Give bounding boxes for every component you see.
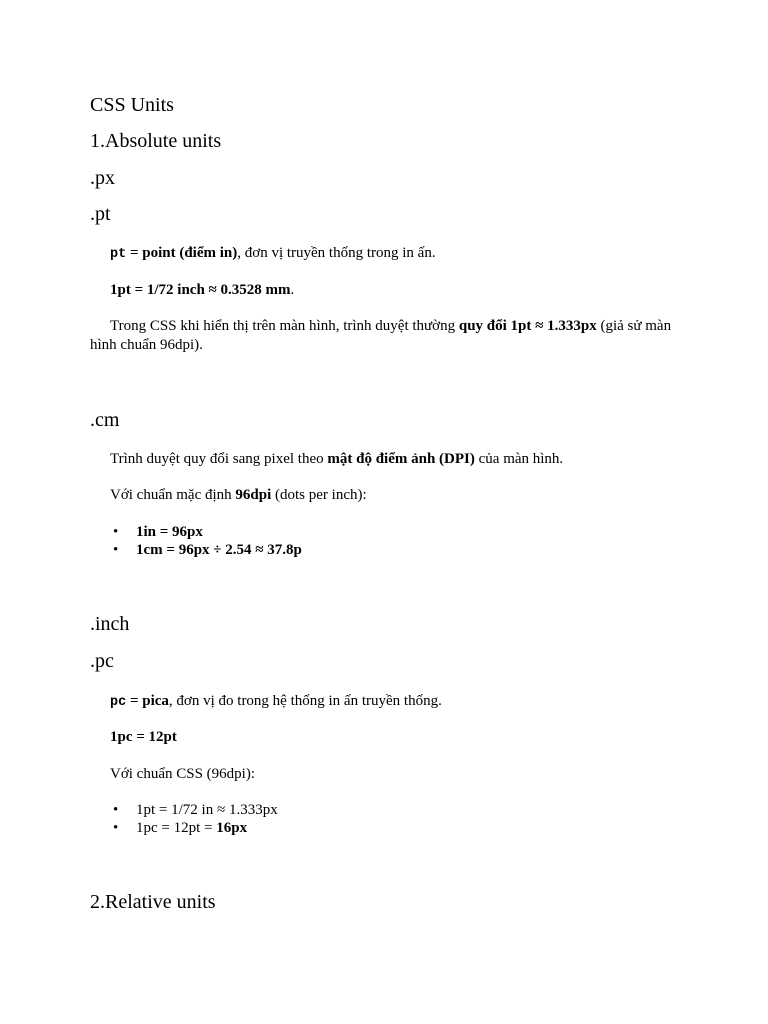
pt-definition — [110, 244, 436, 264]
section-heading-absolute-units: 1.Absolute units — [90, 130, 222, 152]
cm-dpi-post: của màn hình. — [474, 451, 564, 467]
cm-standard-pre: Với chuẩn mặc định — [110, 487, 236, 503]
pt-conversion-rest: . — [290, 282, 295, 298]
pt-paragraph-pre: Trong CSS khi hiển thị trên màn hình, trình duyệt thường — [110, 318, 459, 334]
cm-dpi-pre: Trình duyệt quy đổi sang pixel theo — [110, 451, 328, 467]
pt-browser-paragraph — [90, 317, 680, 355]
unit-heading-pc: .pc — [90, 650, 114, 672]
pc-definition-rest: , đơn vị đo trong hệ thống in ấn truyền thống. — [168, 693, 442, 709]
document-title: CSS Units — [90, 94, 174, 116]
pt-paragraph-post: (giả sử màn hình chuẩn 96dpi). — [90, 318, 672, 353]
unit-heading-pt: .pt — [90, 203, 111, 225]
cm-bullet-list — [110, 523, 302, 559]
pc-definition — [110, 692, 442, 712]
list-item — [110, 541, 302, 559]
pt-paragraph-bold: quy đổi 1pt ≈ 1.333px — [458, 318, 597, 334]
pc-bullet-list — [110, 801, 278, 837]
pt-code: pt — [110, 247, 127, 262]
list-item — [110, 801, 278, 819]
pc-standard-line: Với chuẩn CSS (96dpi): — [110, 766, 256, 782]
pt-conversion-bold: 1pt = 1/72 inch ≈ 0.3528 mm — [110, 282, 291, 298]
pc-conversion — [110, 728, 177, 747]
cm-dpi-bold: mật độ điểm ảnh (DPI) — [327, 451, 475, 467]
pt-definition-rest: , đơn vị truyền thống trong in ấn. — [237, 245, 436, 261]
bullet-glyph: • — [113, 820, 119, 836]
list-item — [110, 523, 302, 541]
cm-standard-bold: 96dpi — [235, 487, 272, 503]
cm-bullet-2: 1cm = 96px ÷ 2.54 ≈ 37.8p — [136, 542, 302, 558]
pc-conversion-bold: 1pc = 12pt — [110, 729, 177, 745]
cm-dpi-line — [110, 450, 563, 469]
pt-definition-bold: = point (điểm in) — [126, 245, 238, 261]
cm-bullet-1: 1in = 96px — [136, 524, 203, 540]
bullet-glyph: • — [113, 542, 119, 558]
section-heading-relative-units: 2.Relative units — [90, 891, 216, 913]
unit-heading-px: .px — [90, 167, 115, 189]
bullet-glyph: • — [113, 524, 119, 540]
cm-standard-post: (dots per inch): — [271, 487, 367, 503]
pc-bullet-2-pre: 1pc = 12pt = — [136, 820, 217, 836]
pc-code: pc — [110, 695, 127, 710]
pc-definition-bold: = pica — [126, 693, 169, 709]
cm-standard-line — [110, 486, 367, 505]
pc-bullet-2-bold: 16px — [216, 820, 248, 836]
unit-heading-cm: .cm — [90, 409, 120, 431]
pt-conversion — [110, 281, 294, 300]
pc-bullet-1: 1pt = 1/72 in ≈ 1.333px — [136, 802, 278, 818]
bullet-glyph: • — [113, 802, 119, 818]
list-item — [110, 819, 278, 837]
unit-heading-inch: .inch — [90, 613, 130, 635]
